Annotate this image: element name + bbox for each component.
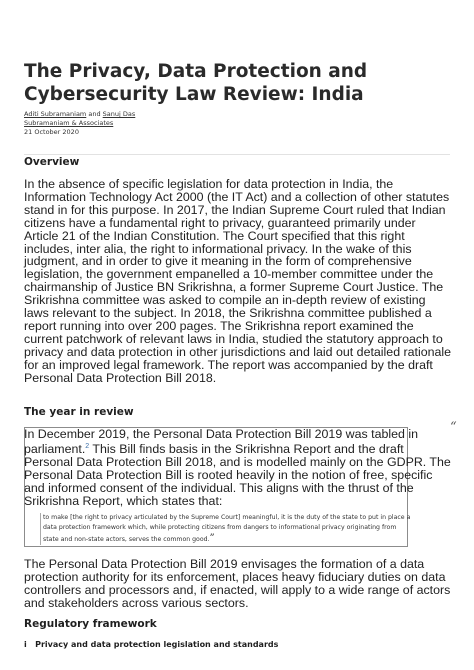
- footnote-ref[interactable]: 2: [85, 442, 90, 450]
- subsection-title: Privacy and data protection legislation and standards: [35, 640, 279, 649]
- regulatory-heading: Regulatory framework: [24, 618, 157, 630]
- quote-open-mark: “: [450, 420, 457, 435]
- author-block: [24, 110, 135, 137]
- year-in-review-paragraph: [24, 428, 452, 508]
- author-link-1[interactable]: Aditi Subramaniam: [24, 110, 87, 118]
- publish-date: 21 October 2020: [24, 128, 79, 136]
- quote-text: to make [the right to privacy articulated by the Supreme Court] meaningful, it is the duty of the state to put in place a data protection framework which, while protecting citizens from dangers to informational privacy originating from state and non-state actors, serves the common good.: [43, 514, 411, 543]
- srikrishna-quote: [40, 513, 413, 545]
- author-and: and: [88, 110, 101, 118]
- quote-close-mark: ”: [209, 532, 215, 544]
- divider: [24, 154, 450, 155]
- year-in-review-heading: The year in review: [24, 406, 134, 418]
- pdpb-paragraph: The Personal Data Protection Bill 2019 envisages the formation of a data protection authority for its enforcement, places heavy fiduciary duties on data controllers and processors and, if enacted, will apply to a wide range of actors and stakeholders across various sectors.: [24, 557, 451, 610]
- year-text-before: In December 2019, the Personal Data Protection Bill 2019 was tabled in parliament.: [24, 427, 418, 457]
- overview-heading: Overview: [24, 156, 80, 168]
- subsection-heading: [24, 640, 278, 650]
- author-link-2[interactable]: Sanuj Das: [102, 110, 136, 118]
- firm-link[interactable]: Subramaniam & Associates: [24, 119, 114, 127]
- year-text-after: This Bill finds basis in the Srikrishna Report and the draft Personal Data Protection Bill 2018, and is modelled mainly on the GDPR. The Personal Data Protection Bill is rooted heavily in the notion of free, specific and informed consent of the individual. This aligns with the thrust of the Srikrishna Report, which states that:: [24, 442, 451, 508]
- subsection-number: i: [24, 640, 27, 649]
- overview-paragraph: In the absence of specific legislation for data protection in India, the Information Technology Act 2000 (the IT Act) and a collection of other statutes stand in for this purpose. In 2017, the Indian Supreme Court ruled that Indian citizens have a fundamental right to privacy, guaranteed primarily under Article 21 of the Indian Constitution. The Court specified that this right includes, inter alia, the right to informational privacy. In the wake of this judgment, and in order to give it meaning in the form of comprehensive legislation, the government empanelled a 10-member committee under the chairmanship of Justice BN Srikrishna, a former Supreme Court Justice. The Srikrishna committee was asked to compile an in-depth review of existing laws relevant to the subject. In 2018, the Srikrishna committee published a report running into over 200 pages. The Srikrishna report examined the current patchwork of relevant laws in India, studied the statutory approach to privacy and data protection in other jurisdictions and laid out detailed rationale for an improved legal framework. The report was accompanied by the draft Personal Data Protection Bill 2018.: [24, 177, 452, 385]
- article-title: The Privacy, Data Protection and Cybersecurity Law Review: India: [24, 61, 368, 105]
